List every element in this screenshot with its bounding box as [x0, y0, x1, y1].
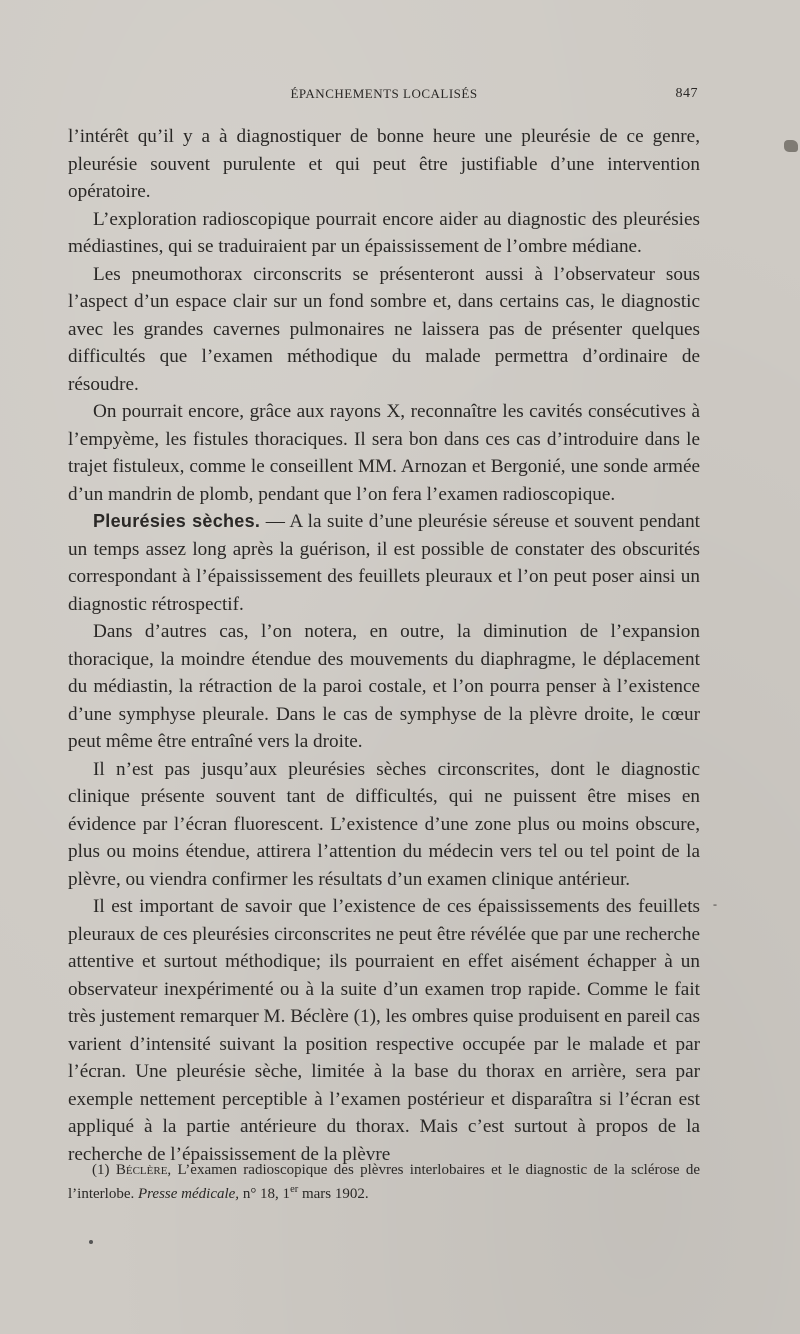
running-title: ÉPANCHEMENTS LOCALISÉS: [290, 86, 478, 101]
paragraph: Dans d’autres cas, l’on notera, en outre, la diminution de l’expansion thoracique, la moindre étendue des mouvements du diaphragme, le déplacement du médiastin, la rétraction de la paroi costale, et l’on pourra penser à l’existence d’une symphyse pleurale. Dans le cas de symphyse de la plèvre droite, le cœur peut même être entraîné vers la droite.: [68, 621, 700, 752]
section-heading: Pleurésies sèches.: [93, 511, 261, 531]
paragraph: l’intérêt qu’il y a à diagnostiquer de bonne heure une pleurésie de ce genre, pleurésie souvent purulente et qui peut être justifiable d’une intervention opératoire.: [68, 126, 700, 202]
footnote-text: L’examen radioscopique des plèvres interlobaires et le diagnostic de la sclérose de l’interlobe.: [68, 1162, 700, 1202]
footnote-author: Béclère,: [115, 1162, 172, 1178]
ink-smudge: [784, 140, 798, 152]
footnote-marker: (1): [92, 1162, 110, 1178]
paragraph: L’exploration radioscopique pourrait encore aider au diagnostic des pleurésies médiastines, qui se traduiraient par un épaississement de l’ombre médiane.: [68, 208, 700, 257]
ink-dot: [89, 1240, 93, 1244]
section-paragraph: [68, 508, 700, 618]
main-text: [68, 123, 700, 1168]
margin-dash: -: [713, 897, 717, 911]
footnote-citation: n° 18, 1: [239, 1186, 291, 1202]
paragraph: On pourrait encore, grâce aux rayons X, reconnaître les cavités consécutives à l’empyème, les fistules thoraciques. Il sera bon dans ces cas d’introduire dans le trajet fistuleux, comme le conseillent MM. Arnozan et Bergonié, une sonde armée d’un mandrin de plomb, pendant que l’on fera l’examen radioscopique.: [68, 401, 700, 505]
footnote-superscript: er: [290, 1184, 299, 1195]
page-number: 847: [675, 86, 698, 101]
paragraph: Il est important de savoir que l’existence de ces épaississements des feuillets pleuraux de ces pleurésies circonscrites ne peut être révélée que par une recherche attentive et surtout méthodique; ils pourraient en effet aisément échapper à un observateur inexpérimenté ou à la suite d’un examen trop rapide. Comme le fait très justement remarquer M. Béclère (1), les ombres quise produisent en pareil cas varient d’intensité suivant la position respective occupée par le malade et par l’écran. Une pleurésie sèche, limitée à la base du thorax en arrière, sera par exemple nettement perceptible à l’examen postérieur et disparaîtra si l’écran est appliqué à la partie antérieure du thorax. Mais c’est surtout à propos de la recherche de l’épaississement de la plèvre: [68, 896, 700, 1165]
footnote-citation-end: mars 1902.: [298, 1186, 369, 1202]
paragraph: Il n’est pas jusqu’aux pleurésies sèches circonscrites, dont le diagnostic clinique présente souvent tant de difficultés, qui ne puissent être mises en évidence par l’écran fluorescent. L’existence d’une zone plus ou moins obscure, plus ou moins étendue, attirera l’attention du médecin vers tel ou tel point de la plèvre, ou viendra confirmer les résultats d’un examen clinique antérieur.: [68, 758, 700, 890]
footnote: [68, 1160, 700, 1204]
paragraph: Les pneumothorax circonscrits se présenteront aussi à l’observateur sous l’aspect d’un espace clair sur un fond sombre et, dans certains cas, le diagnostic avec les grandes cavernes pulmonaires ne laissera pas de présenter quelques difficultés que l’examen méthodique du malade permettra d’ordinaire de résoudre.: [68, 263, 700, 395]
page-header: [68, 86, 700, 108]
footnote-journal: Presse médicale,: [137, 1186, 240, 1202]
section-lead-text: — A la suite d’une pleurésie séreuse et souvent pendant un temps assez long après la guérison, il est possible de constater des obscurités correspondant à l’épaississement des feuillets pleuraux et l’on peut poser ainsi un diagnostic rétrospectif.: [68, 511, 701, 615]
